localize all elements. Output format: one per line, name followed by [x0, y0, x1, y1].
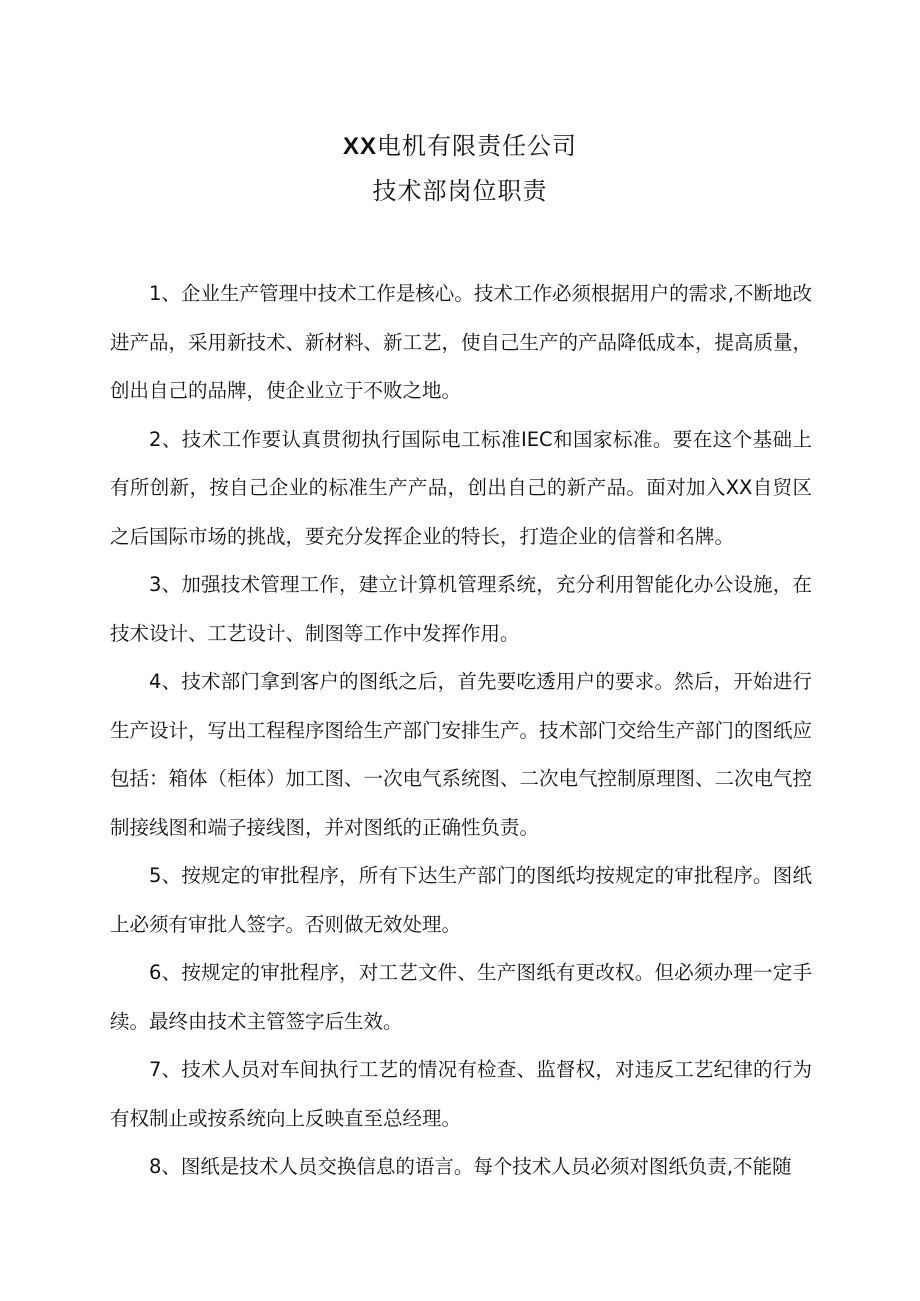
- paragraph-4: 4、技术部门拿到客户的图纸之后，首先要吃透用户的要求。然后，开始进行生产设计，写出工程程序图给生产部门安排生产。技术部门交给生产部门的图纸应包括：箱体（柜体）加工图、一次电气系统图、二次电气控制原理图、二次电气控制接线图和端子接线图，并对图纸的正确性负责。: [110, 670, 813, 839]
- company-title: [0, 124, 920, 169]
- paragraph-3: 3、加强技术管理工作，建立计算机管理系统，充分利用智能化办公设施，在技术设计、工艺设计、制图等工作中发挥作用。: [110, 573, 812, 645]
- paragraph-2: 2、技术工作要认真贯彻执行国际电工标准IEC和国家标准。要在这个基础上有所创新，按自己企业的标准生产产品，创出自己的新产品。面对加入XX自贸区之后国际市场的挑战，要充分发挥企业的特长，打造企业的信誉和名牌。: [110, 427, 812, 548]
- company-prefix: XX: [342, 133, 377, 160]
- document-header: [0, 124, 920, 213]
- paragraph-6: 6、按规定的审批程序，对工艺文件、生产图纸有更改权。但必须办理一定手续。最终由技术主管签字后生效。: [110, 961, 812, 1033]
- paragraph-7: 7、技术人员对车间执行工艺的情况有检查、监督权，对违反工艺纪律的行为有权制止或按系统向上反映直至总经理。: [110, 1058, 812, 1130]
- document-body: [110, 270, 812, 1192]
- document-subtitle: 技术部岗位职责: [372, 177, 548, 205]
- company-name: 电机有限责任公司: [377, 132, 577, 160]
- paragraph-5: 5、按规定的审批程序，所有下达生产部门的图纸均按规定的审批程序。图纸上必须有审批人签字。否则做无效处理。: [110, 864, 812, 936]
- paragraph-8: 8、图纸是技术人员交换信息的语言。每个技术人员必须对图纸负责,不能随: [149, 1155, 792, 1178]
- paragraph-1: 1、企业生产管理中技术工作是核心。技术工作必须根据用户的需求,不断地改进产品，采用新技术、新材料、新工艺，使自己生产的产品降低成本，提高质量，创出自己的品牌，使企业立于不败之地。: [110, 282, 813, 402]
